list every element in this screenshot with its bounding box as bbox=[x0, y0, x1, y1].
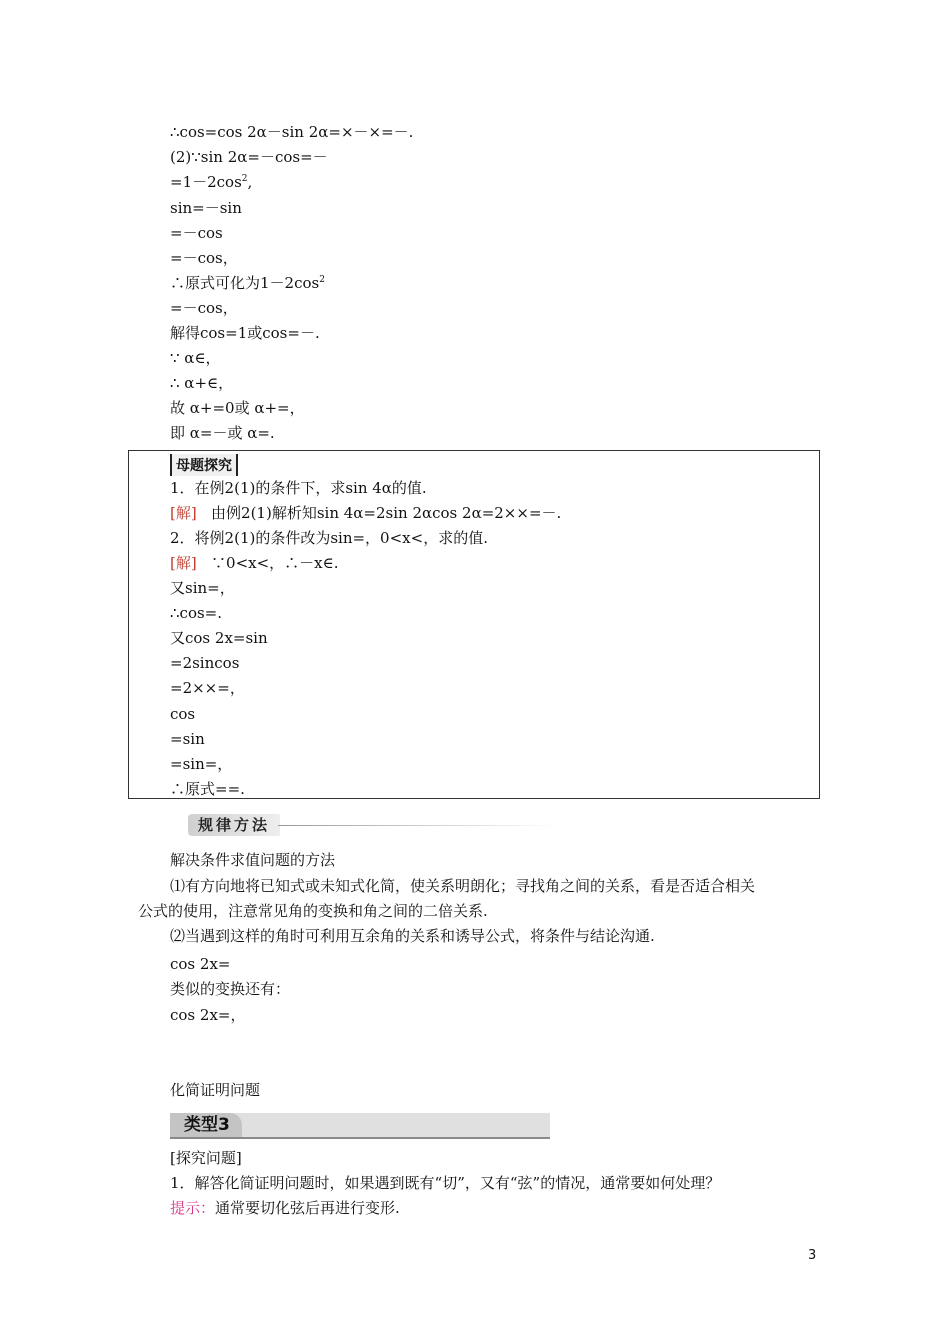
derivation-line: sin=－sin bbox=[170, 199, 242, 217]
derivation-line bbox=[170, 273, 325, 293]
superscript: 2 bbox=[319, 275, 325, 285]
box-line: ∴cos=. bbox=[170, 604, 223, 622]
derivation-line: 故 α+=0或 α+=， bbox=[170, 399, 305, 417]
box-line: 又sin=， bbox=[170, 579, 235, 597]
derivation-line: =－cos， bbox=[170, 249, 238, 267]
hint-text: 通常要切化弦后再进行变形. bbox=[215, 1199, 400, 1217]
box-line: =2××=， bbox=[170, 679, 245, 697]
method-line: 类似的变换还有： bbox=[170, 980, 291, 998]
box-line: ∴原式==. bbox=[170, 780, 245, 798]
solution-label: [解] bbox=[170, 504, 197, 522]
method-title: 解决条件求值问题的方法 bbox=[170, 851, 336, 869]
method-paragraph: 公式的使用，注意常见角的变换和角之间的二倍关系. bbox=[138, 902, 488, 920]
derivation-line: =－cos bbox=[170, 224, 223, 242]
derivation-line: ∵ α∈， bbox=[170, 349, 221, 367]
derivation-line: 即 α=－或 α=. bbox=[170, 424, 275, 442]
question-2: 2．将例2(1)的条件改为sin=，0<x<，求的值. bbox=[170, 529, 488, 547]
exploration-tag: 母题探究 bbox=[170, 454, 238, 476]
method-line: cos 2x= bbox=[170, 955, 231, 973]
box-line: 又cos 2x=sin bbox=[170, 629, 268, 647]
answer-2 bbox=[170, 553, 339, 573]
type-label: 类型3 bbox=[170, 1113, 242, 1137]
box-line: =2sincos bbox=[170, 654, 240, 672]
derivation-line: ∴ α+∈， bbox=[170, 374, 234, 392]
hint-label: 提示： bbox=[170, 1199, 216, 1217]
explore-question: 1．解答化简证明问题时，如果遇到既有“切”，又有“弦”的情况，通常要如何处理？ bbox=[170, 1174, 721, 1192]
box-line: =sin bbox=[170, 730, 205, 748]
explore-heading: [探究问题] bbox=[170, 1149, 242, 1167]
method-line: cos 2x=， bbox=[170, 1006, 246, 1024]
section-heading: 化简证明问题 bbox=[170, 1081, 261, 1099]
derivation-line: 解得cos=1或cos=－. bbox=[170, 324, 320, 342]
text: ∴原式可化为1－2cos bbox=[170, 274, 320, 292]
type-bar bbox=[170, 1113, 550, 1139]
hint-line bbox=[170, 1198, 400, 1218]
answer-text: ∵0<x<，∴－x∈. bbox=[211, 554, 339, 572]
derivation-line: ∴cos=cos 2α－sin 2α=×－×=－. bbox=[170, 123, 414, 141]
page-number: 3 bbox=[808, 1248, 817, 1263]
box-line: cos bbox=[170, 705, 196, 723]
derivation-line: (2)∵sin 2α=－cos=－ bbox=[170, 148, 328, 166]
derivation-line bbox=[170, 172, 252, 192]
box-line: =sin=， bbox=[170, 755, 233, 773]
question-1: 1．在例2(1)的条件下，求sin 4α的值. bbox=[170, 479, 427, 497]
text: =1－2cos bbox=[170, 173, 242, 191]
method-paragraph: ⑵当遇到这样的角时可利用互余角的关系和诱导公式，将条件与结论沟通. bbox=[170, 927, 655, 945]
answer-1 bbox=[170, 503, 561, 523]
method-paragraph: ⑴有方向地将已知式或未知式化简，使关系明朗化；寻找角之间的关系，看是否适合相关 bbox=[170, 877, 756, 895]
text: , bbox=[247, 173, 253, 191]
superscript: 2 bbox=[241, 174, 248, 184]
method-ribbon bbox=[188, 812, 558, 838]
answer-text: 由例2(1)解析知sin 4α=2sin 2αcos 2α=2××=－. bbox=[211, 504, 562, 522]
derivation-line: =－cos， bbox=[170, 299, 238, 317]
method-ribbon-label: 规律方法 bbox=[188, 814, 280, 836]
ribbon-divider bbox=[278, 825, 558, 826]
solution-label: [解] bbox=[170, 554, 197, 572]
